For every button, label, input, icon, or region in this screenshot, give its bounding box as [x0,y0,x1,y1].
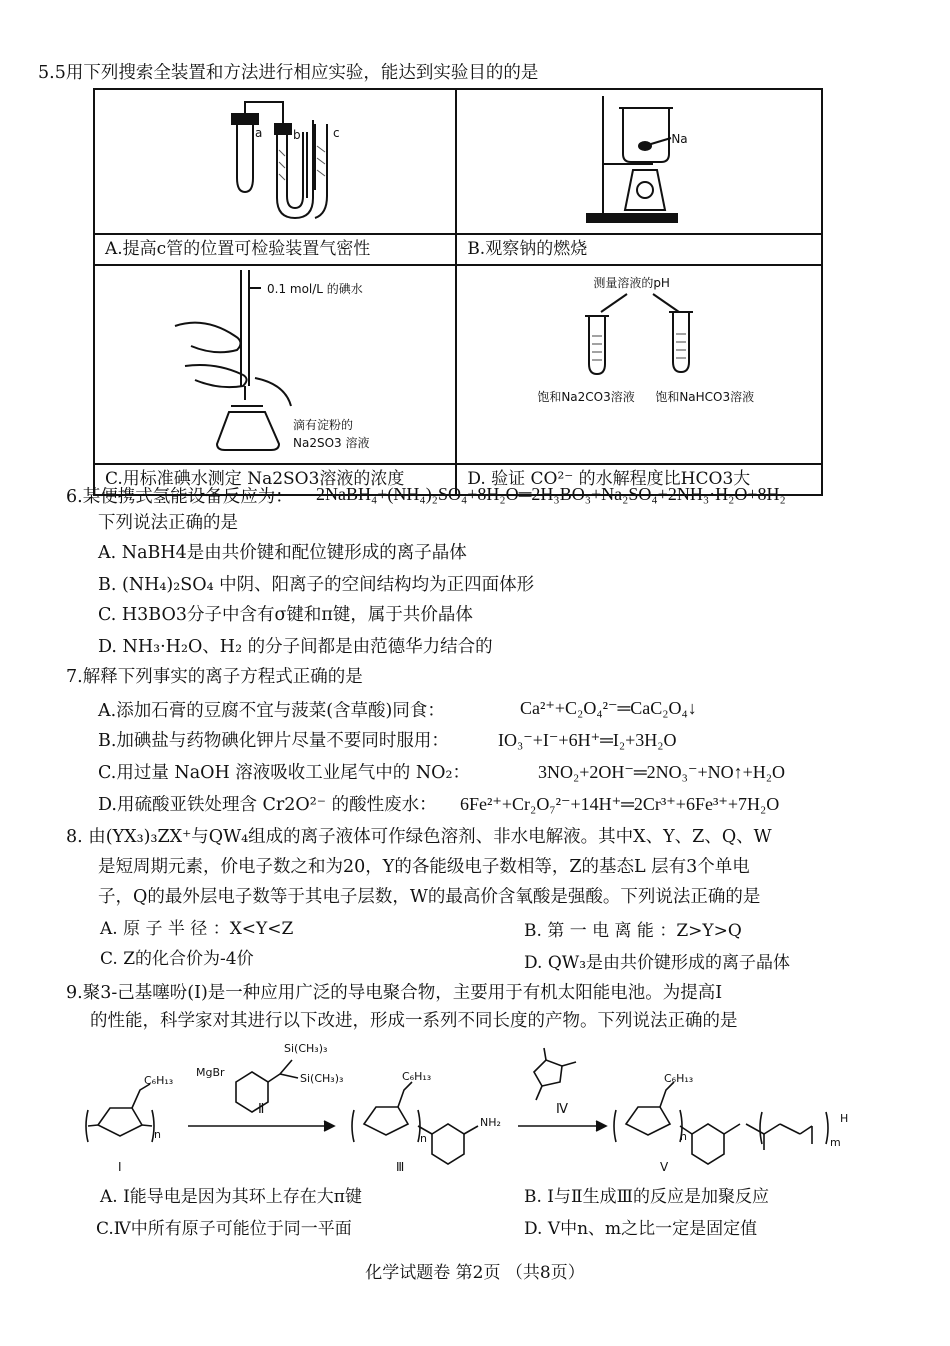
q7-option-a-eq: Ca²⁺+C₂O₄²⁻═CaC₂O₄↓ [520,698,697,718]
ph-label: 测量溶液的pH [593,276,670,290]
reagent-iv-label: Ⅳ [556,1102,568,1117]
q9-line-1: 9.聚3-己基噻吩(Ⅰ)是一种应用广泛的导电聚合物，主要用于有机太阳能电池。为提高Ⅰ [66,983,723,1003]
q7-option-d: D.用硫酸亚铁处理含 Cr2O²⁻ 的酸性废水： [98,795,437,815]
q8-option-c: C. Z的化合价为-4价 [100,949,254,969]
c6h13-label-2: C₆H₁₃ [402,1070,432,1083]
compound-iii-label: Ⅲ [396,1160,405,1174]
q6-option-a: A. NaBH4是由共价键和配位键形成的离子晶体 [98,543,467,563]
m-label: m [830,1136,841,1149]
q6-stem: 6.某便携式氢能设备反应为： [66,487,293,507]
sodium-burning-apparatus [457,90,823,233]
q5-apparatus-table [93,88,823,496]
q5a-figure [95,90,455,233]
nahco3-label: 饱和NaHCO3溶液 [655,390,755,404]
q5c-figure [95,266,455,463]
ph-tubes [457,266,823,463]
n-label-3: n [680,1130,687,1143]
sime3-label-a: Si(CH₃)₃ [284,1042,328,1055]
flask-label-2: Na2SO3 溶液 [293,436,370,450]
na-label: Na [671,132,688,146]
q5d-figure [457,266,821,463]
flask-label-1: 滴有淀粉的 [293,418,354,432]
q9-line-2: 的性能，科学家对其进行以下改进，形成一系列不同长度的产物。下列说法正确的是 [90,1011,738,1031]
q6-option-c: C. H3BO3分子中含有σ键和π键，属于共价晶体 [98,605,473,625]
iodine-label: 0.1 mol/L 的碘水 [267,282,363,296]
q6-equation: 2NaBH₄+(NH₄)₂SO₄+8H₂O═2H₃BO₃+Na₂SO₄+2NH₃·H₂O+8H₂ [316,484,786,504]
q5b-caption: B.观察钠的燃烧 [456,234,822,265]
compound-v-label: Ⅴ [660,1160,669,1174]
u-tube-apparatus [95,90,457,233]
q8-line-3: 子，Q的最外层电子数等于其电子层数，W的最高价含氧酸是强酸。下列说法正确的是 [98,887,761,907]
q7-option-b: B.加碘盐与药物碘化钾片尽量不要同时服用： [98,731,449,751]
n-label-1: n [154,1128,161,1141]
q9-option-c: C.Ⅳ中所有原子可能位于同一平面 [96,1219,352,1239]
q5a-caption: A.提高c管的位置可检验装置气密性 [94,234,456,265]
q9-option-d: D. Ⅴ中n、m之比一定是固定值 [524,1219,758,1239]
q9-reaction-scheme [0,1030,950,1180]
c6h13-label-3: C₆H₁₃ [664,1072,694,1085]
reagent-ii-label: Ⅱ [258,1102,265,1117]
page-footer: 化学试题卷 第2页 （共8页） [365,1263,585,1283]
sime3-label-b: Si(CH₃)₃ [300,1072,344,1085]
q7-option-a: A.添加石膏的豆腐不宜与菠菜(含草酸)同食： [98,701,445,721]
q9-option-b: B. Ⅰ与Ⅱ生成Ⅲ的反应是加聚反应 [524,1187,769,1207]
tube-c-label: c [333,126,340,140]
q7-option-b-eq: IO₃⁻+I⁻+6H⁺═I₂+3H₂O [498,730,677,750]
c6h13-label-1: C₆H₁₃ [144,1074,174,1087]
q6-option-b: B. (NH₄)₂SO₄ 中阴、阳离子的空间结构均为正四面体形 [98,575,535,595]
q5-stem: 5.5用下列搜索全装置和方法进行相应实验，能达到实验目的的是 [38,63,539,83]
q8-option-b: B. 第 一 电 离 能 ：Z>Y>Q [524,921,742,941]
q7-stem: 7.解释下列事实的离子方程式正确的是 [66,667,363,687]
mgbr-label: MgBr [196,1066,225,1079]
q7-option-d-eq: 6Fe²⁺+Cr₂O₇²⁻+14H⁺═2Cr³⁺+6Fe³⁺+7H₂O [460,794,780,814]
na2co3-label: 饱和Na2CO3溶液 [537,390,635,404]
q6-prompt: 下列说法正确的是 [98,513,238,533]
q8-option-a: A. 原 子 半 径 ：X<Y<Z [100,919,294,939]
q8-line-2: 是短周期元素，价电子数之和为20，Y的各能级电子数相等，Z的基态L 层有3个单电 [98,857,750,877]
tube-b-label: b [293,128,301,142]
q8-line-1: 8. 由(YX₃)₃ZX⁺与QW₄组成的离子液体可作绿色溶剂、非水电解液。其中X、Y、Z、Q、W [66,827,772,847]
q8-option-d: D. QW₃是由共价键形成的离子晶体 [524,953,791,973]
q6-option-d: D. NH₃·H₂O、H₂ 的分子间都是由范德华力结合的 [98,637,493,657]
q5c-caption: C.用标准碘水测定 Na2SO3溶液的浓度 [94,464,456,495]
nh2-label: NH₂ [480,1116,501,1129]
h-label: H [840,1112,849,1125]
compound-i-label: Ⅰ [118,1160,122,1174]
q7-option-c-eq: 3NO₂+2OH⁻═2NO₃⁻+NO↑+H₂O [538,762,786,782]
q5b-figure [457,90,821,233]
n-label-2: n [420,1132,427,1145]
q7-option-c: C.用过量 NaOH 溶液吸收工业尾气中的 NO₂： [98,763,471,783]
q5d-caption: D. 验证 CO²⁻ 的水解程度比HCO3大 [456,464,822,495]
q9-option-a: A. Ⅰ能导电是因为其环上存在大π键 [100,1187,362,1207]
tube-a-label: a [255,126,263,140]
